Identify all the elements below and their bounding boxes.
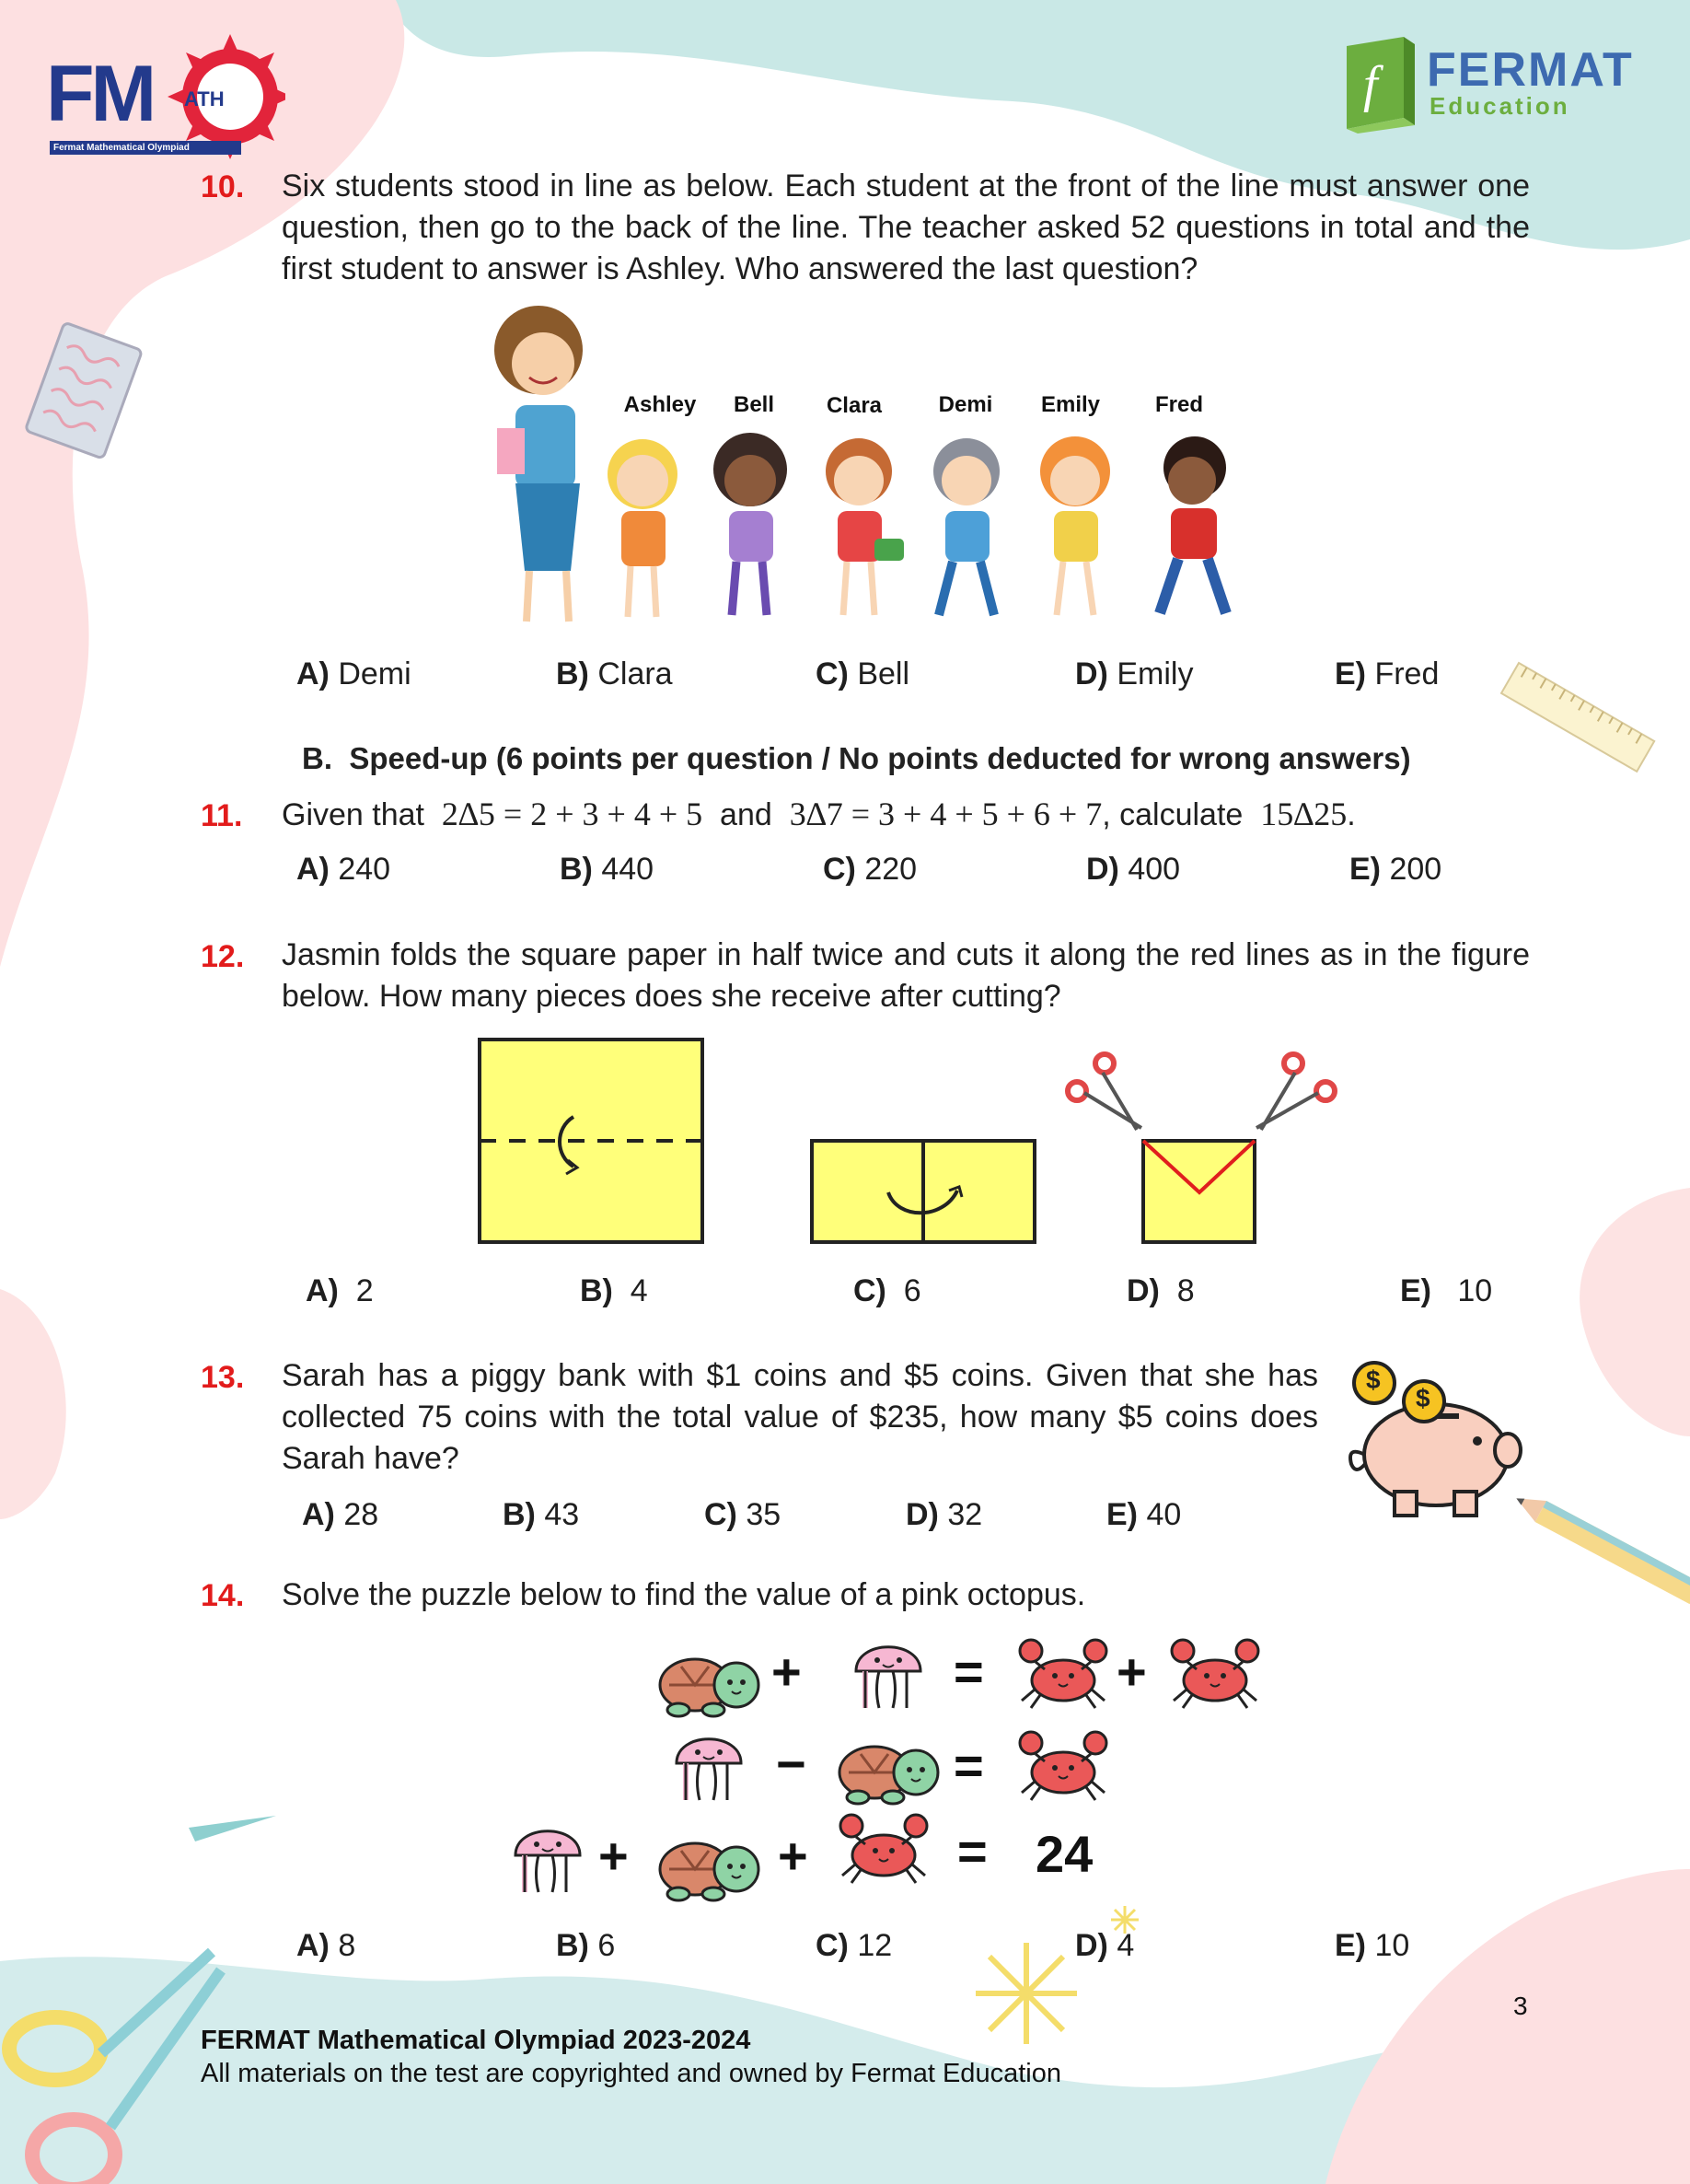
- puzzle-row1-plus: +: [771, 1643, 802, 1701]
- q14-number: 14.: [201, 1578, 245, 1613]
- coin-symbol-2: $: [1416, 1384, 1430, 1412]
- puzzle-row1-plus-2: +: [1117, 1643, 1147, 1701]
- student-name-clara: Clara: [826, 393, 883, 418]
- student-name-fred: Fred: [1154, 392, 1203, 417]
- q13-option-a[interactable]: A) 28: [302, 1497, 379, 1532]
- puzzle-row2-equals: =: [954, 1737, 984, 1795]
- puzzle-result: 24: [1036, 1825, 1094, 1883]
- puzzle-row3-plus-2: +: [778, 1827, 808, 1885]
- svg-text:f: f: [1363, 56, 1378, 113]
- section-b-title: Speed-up (6 points per question / No points deducted for wrong answers): [349, 741, 1411, 775]
- student-name-ashley: Ashley: [623, 392, 697, 417]
- q14-option-c[interactable]: C) 12: [816, 1928, 893, 1963]
- student-name-bell: Bell: [733, 392, 774, 417]
- student-name-emily: Emily: [1040, 392, 1101, 417]
- puzzle-row3-equals: =: [957, 1822, 988, 1880]
- q14-option-a[interactable]: A) 8: [296, 1928, 356, 1963]
- fermat-logo-sub: Education: [1430, 92, 1570, 120]
- q11-option-d[interactable]: D) 400: [1086, 852, 1181, 887]
- page-number: 3: [1513, 1992, 1528, 2020]
- q11-expression-1: 2∆5 = 2 + 3 + 4 + 5: [441, 796, 703, 832]
- q11-number: 11.: [201, 798, 243, 833]
- q14-option-d[interactable]: D) 4: [1075, 1928, 1135, 1963]
- q12-option-c[interactable]: C) 6: [853, 1273, 921, 1308]
- q12-option-d[interactable]: D) 8: [1127, 1273, 1195, 1308]
- q10-option-e[interactable]: E) Fred: [1335, 656, 1440, 691]
- q11-option-a[interactable]: A) 240: [296, 852, 391, 887]
- q11-option-b[interactable]: B) 440: [560, 852, 654, 887]
- q11-expression-2: 3∆7 = 3 + 4 + 5 + 6 + 7: [789, 796, 1103, 832]
- q14-option-b[interactable]: B) 6: [556, 1928, 616, 1963]
- q11-text: Given that 2∆5 = 2 + 3 + 4 + 5 and 3∆7 = 3 + 4 + 5 + 6 + 7, calculate 15∆25.: [282, 796, 1356, 832]
- q11-expression-3: 15∆25: [1260, 796, 1348, 832]
- q13-number: 13.: [201, 1360, 245, 1395]
- q10-option-a[interactable]: A) Demi: [296, 656, 411, 691]
- q11-option-c[interactable]: C) 220: [823, 852, 918, 887]
- q12-option-a[interactable]: A) 2: [306, 1273, 374, 1308]
- q12-number: 12.: [201, 939, 245, 974]
- q10-text: Six students stood in line as below. Each student at the front of the line must answer one question, then go to the back of the line. The teacher asked 52 questions in total and the first student to answer is Ashley. Who answered the last question?: [282, 168, 1530, 286]
- fmo-logo-text: FM: [46, 50, 154, 138]
- q12-text: Jasmin folds the square paper in half twice and cuts it along the red lines as in the figure below. How many pieces does she receive after cutting?: [282, 937, 1530, 1014]
- q13-text: Sarah has a piggy bank with $1 coins and $5 coins. Given that she has collected 75 coins with the total value of $235, how many $5 coins does Sarah have?: [282, 1358, 1318, 1476]
- coin-symbol-1: $: [1366, 1365, 1381, 1394]
- footer-copyright: All materials on the test are copyrighted and owned by Fermat Education: [201, 2059, 1061, 2088]
- footer-title: FERMAT Mathematical Olympiad 2023-2024: [201, 2026, 751, 2055]
- fmo-logo-subtitle: Fermat Mathematical Olympiad: [50, 141, 241, 155]
- puzzle-row3-plus: +: [598, 1827, 629, 1885]
- q10-number: 10.: [201, 169, 245, 204]
- q12-option-b[interactable]: B) 4: [580, 1273, 648, 1308]
- fermat-logo-name: FERMAT: [1427, 43, 1634, 97]
- puzzle-row1-equals: =: [954, 1643, 984, 1701]
- puzzle-row2-minus: −: [776, 1735, 806, 1793]
- q10-option-c[interactable]: C) Bell: [816, 656, 910, 691]
- q14-text: Solve the puzzle below to find the value of a pink octopus.: [282, 1577, 1086, 1612]
- q14-option-e[interactable]: E) 10: [1335, 1928, 1410, 1963]
- q10-option-d[interactable]: D) Emily: [1075, 656, 1194, 691]
- fmo-logo-circle-text: ATH: [184, 87, 225, 110]
- q12-option-e[interactable]: E) 10: [1400, 1273, 1493, 1308]
- q10-option-b[interactable]: B) Clara: [556, 656, 673, 691]
- q13-option-d[interactable]: D) 32: [906, 1497, 983, 1532]
- q11-option-e[interactable]: E) 200: [1349, 852, 1442, 887]
- q13-option-c[interactable]: C) 35: [704, 1497, 781, 1532]
- section-b-label: B.: [302, 741, 332, 775]
- student-name-demi: Demi: [938, 392, 993, 417]
- q13-option-b[interactable]: B) 43: [503, 1497, 580, 1532]
- q13-option-e[interactable]: E) 40: [1106, 1497, 1182, 1532]
